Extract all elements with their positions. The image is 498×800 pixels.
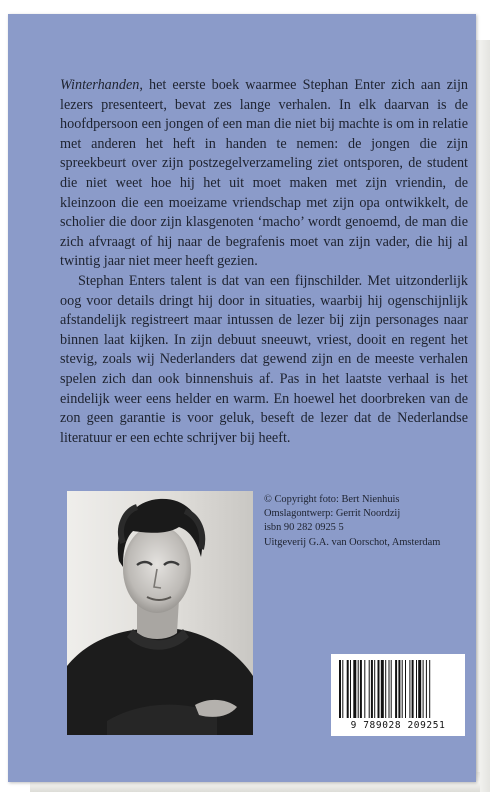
barcode-bar <box>364 660 365 718</box>
barcode-bar <box>339 660 341 718</box>
barcode-bar <box>347 660 349 718</box>
blurb-paragraph-1-text: , het eerste boek waarmee Stephan Enter zich aan zijn lezers presenteert, bevat zes lange verhalen. In elk daarvan is de hoofdpersoon een jongen of een man die niet bij machte is om in relatie met anderen het heft in handen te nemen: de jongen die zijn spreekbeurt over zijn postzegelverzameling ziet ontsporen, de student die niet weet hoe hij het uit moet maken met zijn vriendin, de kleinzoon die een moeizame vriendschap met zijn opa ontwikkelt, de scholier die door zijn klasgenoten ‘macho’ wordt genoemd, de man die zich afvraagt of hij naar de begrafenis moet van zijn vader, die hij al twintig jaar niet meer heeft gezien. <box>60 77 468 270</box>
barcode-bar <box>374 660 375 718</box>
barcode-bar <box>412 660 414 718</box>
author-portrait-image <box>67 491 253 735</box>
author-photo <box>67 491 253 735</box>
barcode-bar <box>391 660 392 718</box>
barcode-bar <box>385 660 386 718</box>
barcode-bar <box>426 660 427 718</box>
barcode-bar <box>389 660 390 718</box>
blurb-text <box>60 76 468 448</box>
barcode-bar <box>395 660 397 718</box>
barcode-bar <box>429 660 430 718</box>
barcode-bar <box>416 660 417 718</box>
barcode-digits: 9 789028 209251 <box>350 720 446 731</box>
barcode-bar <box>402 660 403 718</box>
barcode-bar <box>360 660 362 718</box>
photo-credit: © Copyright foto: Bert Nienhuis <box>264 494 400 505</box>
barcode-bar <box>358 660 359 718</box>
barcode-bars <box>339 660 457 718</box>
barcode-bar <box>369 660 370 718</box>
credits-block <box>264 493 474 550</box>
barcode <box>331 654 465 736</box>
barcode-bar <box>409 660 410 718</box>
book-title: Winterhanden <box>60 77 140 93</box>
barcode-bar <box>423 660 424 718</box>
barcode-bar <box>418 660 421 718</box>
barcode-bar <box>405 660 406 718</box>
isbn-text: isbn 90 282 0925 5 <box>264 522 344 534</box>
publisher-text: Uitgeverij G.A. van Oorschot, Amsterdam <box>264 536 441 548</box>
cover-design-credit: Omslagontwerp: Gerrit Noordzij <box>264 508 401 520</box>
barcode-bar <box>353 660 356 718</box>
barcode-bar <box>371 660 373 718</box>
barcode-bar <box>378 660 380 718</box>
barcode-bar <box>342 660 343 718</box>
barcode-bar <box>381 660 384 718</box>
barcode-bar <box>350 660 351 718</box>
barcode-bar <box>398 660 400 718</box>
blurb-paragraph-2: Stephan Enters talent is dat van een fijnschilder. Met uitzonderlijk oog voor details dringt hij door in situaties, waarbij hij ogenschijnlijk afstandelijk registreert maar intussen de lezer bij zijn personages naar binnen laat kijken. In zijn debuut sneeuwt, vriest, dooit en regent het stevig, zoals wij Nederlanders dat gewend zijn en de meeste verhalen spelen zich dan ook binnenshuis af. Pas in het laatste verhaal is het eindelijk weer eens helder en warm. En hoewel het doorbreken van de zon geen garantie is voor geluk, beseft de lezer dat de Nederlandse literatuur er een echte schrijver bij heeft. <box>60 272 468 446</box>
blurb-paragraph-1 <box>60 76 468 272</box>
